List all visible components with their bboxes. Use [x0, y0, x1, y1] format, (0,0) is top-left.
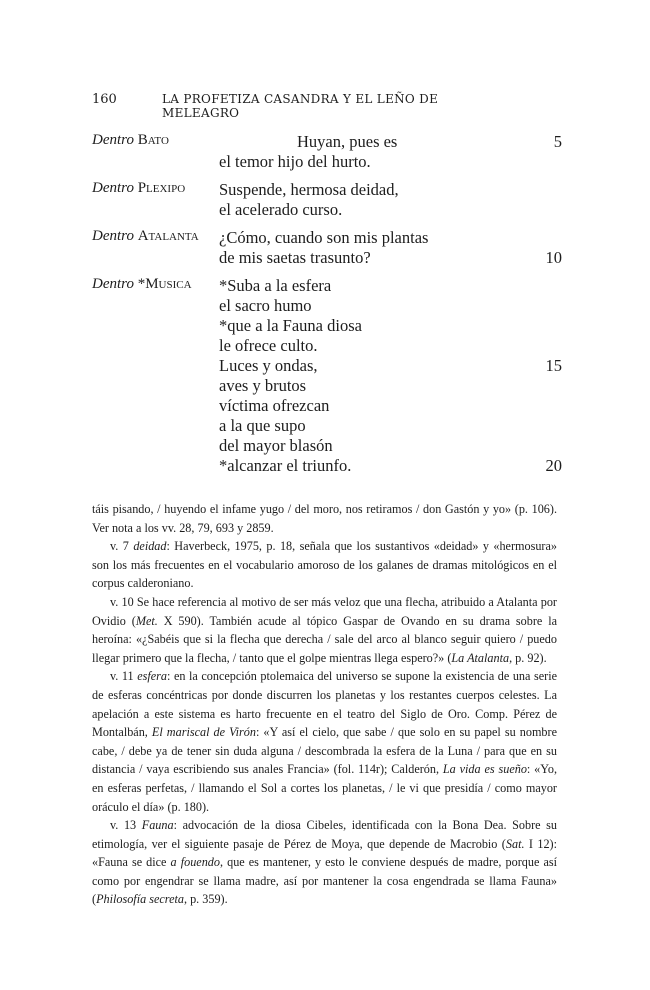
verse-line: *que a la Fauna diosa — [219, 316, 362, 335]
speaker-name: Atalanta — [137, 228, 199, 244]
verse-line: aves y brutos — [219, 376, 307, 395]
speech-bato — [92, 132, 562, 172]
speaker-name: Bato — [137, 132, 169, 148]
verse-line: a la que supo — [219, 416, 306, 435]
note-v11: v. 11 esfera: en la concepción ptolemaica del universo se supone la existencia de una serie de esferas concéntricas por donde discurren los planetas y los restantes cuerpos celestes. La apelación a este sistema es harto frecuente en el teatro del Siglo de Oro. Comp. Pérez de Montalbán, El mariscal de Virón: «Y así el cielo, que sabe / que solo en su papel su nombre cabe, / debe ya de tener sin duda alguna / descombrada la esfera de la Luna / para que en su distancia / vaya escribiendo sus anales Francia» (fol. 114r); Calderón, La vida es sueño: «Yo, en esferas perfetas, / llamando el Sol a cortes los planetas, / le vi que presidía / como mayor oráculo el día» (p. 180). — [92, 669, 557, 814]
verse-line: el temor hijo del hurto. — [219, 152, 371, 171]
verse-block — [92, 132, 562, 476]
stage-direction: Dentro — [92, 180, 134, 196]
line-number: 20 — [545, 456, 562, 475]
stage-direction: Dentro — [92, 276, 134, 292]
note-v10: v. 10 Se hace referencia al motivo de ser más veloz que una flecha, atribuido a Atalanta por Ovidio (Met. X 590). También acude al tópico Gaspar de Ovando en su drama sobre la heroína: «¿Sabéis que si la flecha que derecha / sale del arco al blanco seguir quiero / puedo llegar primero que la flecha, / tanto que el golpe mientras llega espero?» (La Atalanta, p. 92). — [92, 594, 557, 665]
speech-atalanta — [92, 228, 562, 268]
speech-musica — [92, 276, 562, 476]
note-continuation: táis pisando, / huyendo el infame yugo / del moro, nos retiramos / don Gastón y yo» (p. 106). Ver nota a los vv. 28, 79, 693 y 2859. — [92, 502, 557, 535]
verse-line: el sacro humo — [219, 296, 312, 315]
verse-line: Suspende, hermosa deidad, — [219, 180, 399, 199]
verse-line: *Suba a la esfera — [219, 276, 332, 295]
speaker-name: Plexipo — [137, 180, 186, 196]
note-v7: v. 7 deidad: Haverbeck, 1975, p. 18, señala que los sustantivos «deidad» y «hermosura» son los más frecuentes en el vocabulario amoroso de los galanes de dramas mitológicos en el corpus calderoniano. — [92, 539, 557, 591]
line-number: 15 — [545, 356, 562, 375]
page-header — [92, 92, 512, 120]
verse-line: Huyan, pues es 5 — [297, 132, 562, 151]
verse-line: de mis saetas trasunto? 10 — [219, 248, 562, 267]
verse-line: Luces y ondas, 15 — [219, 356, 562, 375]
stage-direction: Dentro — [92, 228, 134, 244]
running-title: LA PROFETIZA CASANDRA Y EL LEÑO DE MELEAGRO — [162, 92, 439, 120]
speaker-name: *Musica — [137, 276, 192, 292]
speech-plexipo — [92, 180, 562, 220]
verse-line: ¿Cómo, cuando son mis plantas — [219, 228, 429, 247]
note-v13: v. 13 Fauna: advocación de la diosa Cibeles, identificada con la Bona Dea. Sobre su etimología, ver el siguiente pasaje de Pérez de Moya, que depende de Macrobio (Sat. I 12): «Fauna se dice a fouendo, que es mantener, y esto le conviene después de madre, porque así como por engendrar se llama madre, así por mantener la cosa engendrada se llama Fauna» (Philosofía secreta, p. 359). — [92, 818, 557, 907]
verse-line: *alcanzar el triunfo. 20 — [219, 456, 562, 475]
footnotes — [92, 500, 557, 909]
stage-direction: Dentro — [92, 132, 134, 148]
page-number: 160 — [92, 92, 117, 107]
verse-line: víctima ofrezcan — [219, 396, 330, 415]
verse-line: el acelerado curso. — [219, 200, 343, 219]
verse-line: del mayor blasón — [219, 436, 333, 455]
verse-line: le ofrece culto. — [219, 336, 318, 355]
line-number: 10 — [545, 248, 562, 267]
line-number: 5 — [553, 132, 562, 151]
